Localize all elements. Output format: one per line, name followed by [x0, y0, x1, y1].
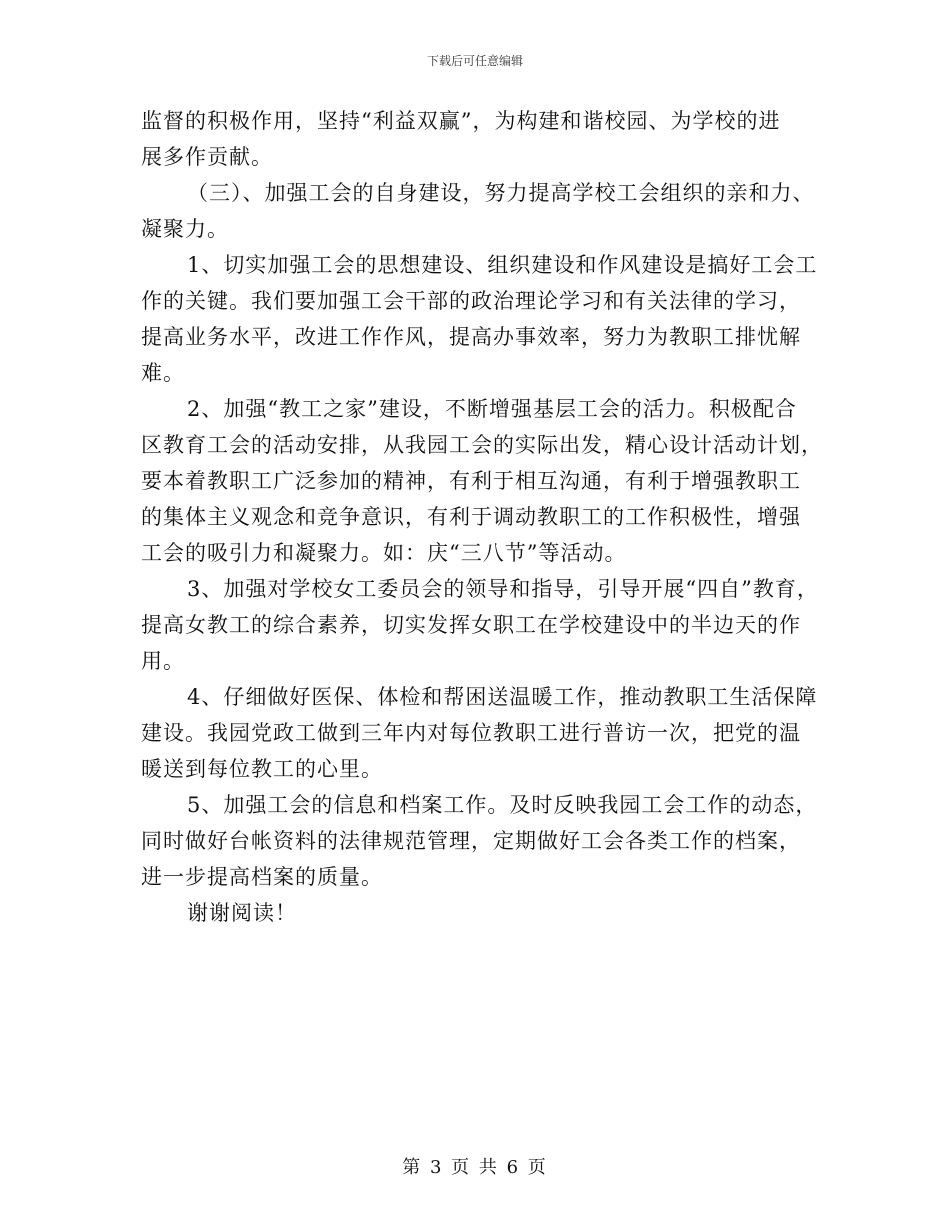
text-line: 提高业务水平，改进工作作风，提高办事效率，努力为教职工排忧解 [141, 325, 801, 349]
text-line: 展多作贡献。 [141, 145, 273, 169]
text-line: （三）、加强工会的自身建设，努力提高学校工会组织的亲和力、 [187, 181, 815, 205]
text-line: 区教育工会的活动安排，从我园工会的实际出发，精心设计活动计划， [141, 433, 823, 457]
text-line: 的集体主义观念和竞争意识，有利于调动教职工的工作积极性，增强 [141, 505, 801, 529]
text-line: 同时做好台帐资料的法律规范管理，定期做好工会各类工作的档案， [141, 829, 801, 853]
paragraph-item-4 [141, 679, 831, 787]
text-line: 2、加强“教工之家”建设，不断增强基层工会的活力。积极配合 [187, 397, 797, 421]
page-number-footer: 第 3 页 共 6 页 [402, 1157, 548, 1178]
text-line: 暖送到每位教工的心里。 [141, 757, 383, 781]
text-line: 监督的积极作用，坚持“利益双赢”，为构建和谐校园、为学校的进 [141, 109, 781, 133]
paragraph-continuation [141, 103, 831, 175]
paragraph-closing [141, 895, 831, 931]
text-line: 1、切实加强工会的思想建设、组织建设和作风建设是搞好工会工 [187, 253, 818, 277]
text-line: 难。 [141, 361, 185, 385]
text-line: 要本着教职工广泛参加的精神，有利于相互沟通，有利于增强教职工 [141, 469, 801, 493]
text-line: 3、加强对学校女工委员会的领导和指导，引导开展“四自”教育， [187, 577, 819, 601]
paragraph-item-5 [141, 787, 831, 895]
text-line: 用。 [141, 649, 185, 673]
text-line: 工会的吸引力和凝聚力。如：庆“三八节”等活动。 [141, 541, 627, 565]
text-line: 建设。我园党政工做到三年内对每位教职工进行普访一次，把党的温 [141, 721, 801, 745]
paragraph-item-3 [141, 571, 831, 679]
text-line: 4、仔细做好医保、体检和帮困送温暖工作，推动教职工生活保障 [187, 685, 818, 709]
page-header: 下载后可任意编辑 [426, 54, 523, 68]
paragraph-item-2 [141, 391, 831, 571]
text-line: 凝聚力。 [141, 217, 229, 241]
text-line: 5、加强工会的信息和档案工作。及时反映我园工会工作的动态， [187, 793, 818, 817]
text-line: 提高女教工的综合素养，切实发挥女职工在学校建设中的半边天的作 [141, 613, 801, 637]
text-line: 作的关键。我们要加强工会干部的政治理论学习和有关法律的学习， [141, 289, 801, 313]
text-line: 进一步提高档案的质量。 [141, 865, 383, 889]
paragraph-section-heading [141, 175, 831, 247]
paragraph-item-1 [141, 247, 831, 391]
text-line: 谢谢阅读！ [187, 901, 297, 925]
document-body [141, 103, 831, 931]
